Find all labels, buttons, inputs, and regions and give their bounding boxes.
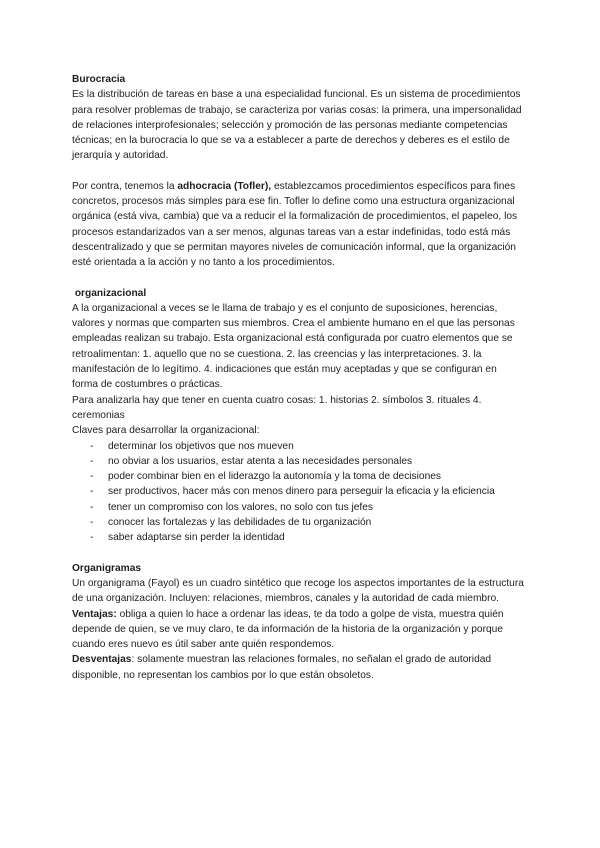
adhocracia-paragraph [72,179,524,271]
ventajas-text: obliga a quien lo hace a ordenar las ideas, te da todo a golpe de vista, muestra quién depende de quien, se ve muy claro, te da información de la historia de la organización y porque cuando eres nuevo es útil saber ante quién respondemos. [72,608,504,651]
ventajas-label: Ventajas: [72,608,117,620]
section-heading-organizacional: organizacional [72,287,147,299]
bullet-dash: - [90,517,94,529]
list-item-text: saber adaptarse sin perder la identidad [108,532,285,544]
desventajas-text: : solamente muestran las relaciones formales, no señalan el grado de autoridad disponible, no representan los cambios por lo que están obsoletos. [72,654,492,681]
bullet-dash: - [90,486,94,498]
bullet-dash: - [90,440,94,452]
adhocracia-lead: Por contra, tenemos la [72,180,178,192]
ventajas-paragraph [72,607,524,653]
list-item-text: ser productivos, hacer más con menos dinero para perseguir la eficacia y la eficiencia [108,486,495,498]
desventajas-label: Desventajas [72,654,132,666]
list-item-text: tener un compromiso con los valores, no solo con tus jefes [108,501,374,513]
list-item-text: no obviar a los usuarios, estar atenta a las necesidades personales [108,455,413,467]
paragraph-spacer [72,164,524,179]
paragraph-spacer [72,271,524,286]
list-item-text: determinar los objetivos que nos mueven [108,440,294,452]
bullet-dash: - [90,455,94,467]
bullet-dash: - [90,501,94,513]
organigramas-paragraph: Un organigrama (Fayol) es un cuadro sintético que recoge los aspectos importantes de la estructura de una organización. Incluyen: relaciones, miembros, canales y la autoridad de cada miembro. [72,577,524,605]
bullet-dash: - [90,532,94,544]
bullet-dash: - [90,471,94,483]
list-item [72,454,524,469]
list-item [72,515,524,530]
section-heading-organigramas: Organigramas [72,562,142,574]
list-item [72,469,524,484]
list-item [72,500,524,515]
claves-intro: Claves para desarrollar la organizacional: [72,425,260,437]
list-item [72,484,524,499]
document-body [72,72,524,683]
adhocracia-text: establezcamos procedimientos específicos para fines concretos, procesos más simples para ese fin. Tofler lo define como una estructura organizacional orgánica (está viva, cambia) que va a reducir el la formalización de procedimientos, el papeleo, los procesos estandarizados van a ser menos, algunas tareas van a estar indefinidas, todo está más descentralizado y que se permitan mayores niveles de comunicación informal, que la organización esté orientada a la acción y no tanto a los procedimientos. [72,180,518,269]
organizacional-paragraph-1: A la organizacional a veces se le llama de trabajo y es el conjunto de suposiciones, herencias, valores y normas que comparten sus miembros. Crea el ambiente humano en el que las personas empleadas realizan su trabajo. Esta organizacional está configurada por cuatro elementos que se retroalimentan: 1. aquello que no se cuestiona. 2. las creencias y las interpretaciones. 3. la manifestación de lo legítimo. 4. indicaciones que están muy aceptadas y que se configuran en forma de costumbres o prácticas. [72,302,515,391]
paragraph-spacer [72,546,524,561]
claves-list [72,439,524,546]
adhocracia-term: adhocracia (Tofler), [177,180,272,192]
organizacional-paragraph-2: Para analizarla hay que tener en cuenta cuatro cosas: 1. historias 2. símbolos 3. rituales 4. ceremonias [72,394,482,421]
desventajas-paragraph [72,652,524,683]
section-heading-burocracia: Burocracia [72,74,126,85]
list-item [72,530,524,545]
list-item-text: poder combinar bien en el liderazgo la autonomía y la toma de decisiones [108,471,441,483]
list-item [72,439,524,454]
list-item-text: conocer las fortalezas y las debilidades de tu organización [108,517,372,529]
burocracia-paragraph: Es la distribución de tareas en base a una especialidad funcional. Es un sistema de procedimientos para resolver problemas de trabajo, se caracteriza por varias cosas: la primera, una impersonalidad de relaciones interprofesionales; selección y promoción de las personas mediante competencias técnicas; en la burocracia lo que se va a establecer a parte de derechos y deberes es el estilo de jerarquía y autoridad. [72,89,522,162]
